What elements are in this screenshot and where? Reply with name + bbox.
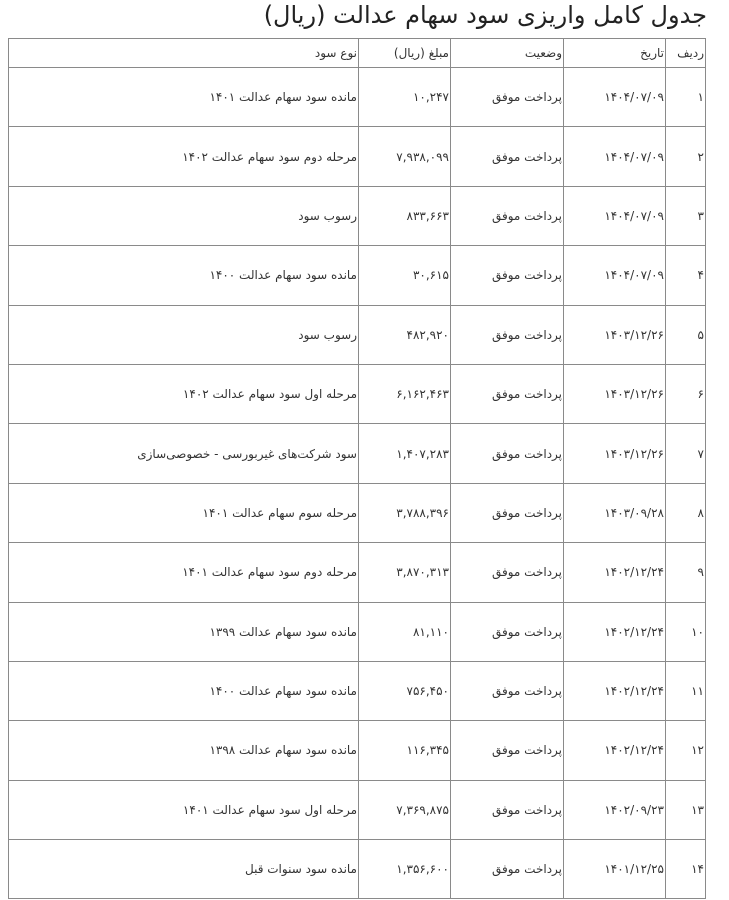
row-type: مانده سود سهام عدالت ۱۴۰۱ <box>9 68 359 127</box>
row-amount: ۳,۸۷۰,۳۱۳ <box>359 543 451 602</box>
row-type: مرحله اول سود سهام عدالت ۱۴۰۱ <box>9 780 359 839</box>
row-index: ۱۴ <box>666 840 706 899</box>
row-date: ۱۴۰۲/۱۲/۲۴ <box>564 543 666 602</box>
row-date: ۱۴۰۴/۰۷/۰۹ <box>564 127 666 186</box>
row-type: مرحله دوم سود سهام عدالت ۱۴۰۱ <box>9 543 359 602</box>
table-row <box>9 780 706 839</box>
row-date: ۱۴۰۴/۰۷/۰۹ <box>564 68 666 127</box>
row-amount: ۱,۳۵۶,۶۰۰ <box>359 840 451 899</box>
row-date: ۱۴۰۲/۱۲/۲۴ <box>564 721 666 780</box>
row-amount: ۷,۹۳۸,۰۹۹ <box>359 127 451 186</box>
table-row <box>9 305 706 364</box>
row-type: رسوب سود <box>9 186 359 245</box>
row-type: رسوب سود <box>9 305 359 364</box>
row-amount: ۱۰,۲۴۷ <box>359 68 451 127</box>
row-date: ۱۴۰۲/۱۲/۲۴ <box>564 661 666 720</box>
row-status: پرداخت موفق <box>451 840 564 899</box>
row-amount: ۸۳۳,۶۶۳ <box>359 186 451 245</box>
header-status: وضعیت <box>451 39 564 68</box>
row-index: ۹ <box>666 543 706 602</box>
row-date: ۱۴۰۳/۱۲/۲۶ <box>564 364 666 423</box>
table-row <box>9 721 706 780</box>
row-index: ۱۰ <box>666 602 706 661</box>
row-index: ۲ <box>666 127 706 186</box>
row-amount: ۶,۱۶۲,۴۶۳ <box>359 364 451 423</box>
row-type: مرحله اول سود سهام عدالت ۱۴۰۲ <box>9 364 359 423</box>
row-index: ۸ <box>666 483 706 542</box>
row-status: پرداخت موفق <box>451 780 564 839</box>
row-amount: ۱۱۶,۳۴۵ <box>359 721 451 780</box>
row-date: ۱۴۰۳/۱۲/۲۶ <box>564 424 666 483</box>
table-row <box>9 186 706 245</box>
table-row <box>9 424 706 483</box>
row-type: مرحله سوم سهام عدالت ۱۴۰۱ <box>9 483 359 542</box>
header-amount: مبلغ (ریال) <box>359 39 451 68</box>
header-index: ردیف <box>666 39 706 68</box>
row-status: پرداخت موفق <box>451 661 564 720</box>
row-date: ۱۴۰۳/۰۹/۲۸ <box>564 483 666 542</box>
row-amount: ۸۱,۱۱۰ <box>359 602 451 661</box>
row-status: پرداخت موفق <box>451 483 564 542</box>
row-status: پرداخت موفق <box>451 424 564 483</box>
row-amount: ۷۵۶,۴۵۰ <box>359 661 451 720</box>
row-status: پرداخت موفق <box>451 543 564 602</box>
table-row <box>9 364 706 423</box>
row-status: پرداخت موفق <box>451 127 564 186</box>
row-status: پرداخت موفق <box>451 721 564 780</box>
row-amount: ۷,۳۶۹,۸۷۵ <box>359 780 451 839</box>
row-amount: ۴۸۲,۹۲۰ <box>359 305 451 364</box>
row-status: پرداخت موفق <box>451 602 564 661</box>
row-type: مرحله دوم سود سهام عدالت ۱۴۰۲ <box>9 127 359 186</box>
row-amount: ۱,۴۰۷,۲۸۳ <box>359 424 451 483</box>
row-index: ۵ <box>666 305 706 364</box>
row-amount: ۳,۷۸۸,۳۹۶ <box>359 483 451 542</box>
row-type: مانده سود سهام عدالت ۱۴۰۰ <box>9 661 359 720</box>
row-type: سود شرکت‌های غیربورسی - خصوصی‌سازی <box>9 424 359 483</box>
row-status: پرداخت موفق <box>451 68 564 127</box>
row-index: ۶ <box>666 364 706 423</box>
row-status: پرداخت موفق <box>451 305 564 364</box>
row-index: ۱۲ <box>666 721 706 780</box>
row-type: مانده سود سنوات قبل <box>9 840 359 899</box>
row-date: ۱۴۰۴/۰۷/۰۹ <box>564 186 666 245</box>
table-body <box>9 68 706 899</box>
table-row <box>9 246 706 305</box>
table-row <box>9 840 706 899</box>
row-index: ۳ <box>666 186 706 245</box>
row-amount: ۳۰,۶۱۵ <box>359 246 451 305</box>
row-date: ۱۴۰۲/۱۲/۲۴ <box>564 602 666 661</box>
table-row <box>9 127 706 186</box>
table-row <box>9 483 706 542</box>
row-date: ۱۴۰۱/۱۲/۲۵ <box>564 840 666 899</box>
dividend-table <box>8 38 706 899</box>
header-date: تاریخ <box>564 39 666 68</box>
table-header-row <box>9 39 706 68</box>
table-row <box>9 543 706 602</box>
row-status: پرداخت موفق <box>451 364 564 423</box>
row-status: پرداخت موفق <box>451 186 564 245</box>
row-date: ۱۴۰۴/۰۷/۰۹ <box>564 246 666 305</box>
row-index: ۷ <box>666 424 706 483</box>
row-type: مانده سود سهام عدالت ۱۳۹۹ <box>9 602 359 661</box>
page-title: جدول کامل واریزی سود سهام عدالت (ریال) <box>263 1 707 29</box>
row-index: ۴ <box>666 246 706 305</box>
row-index: ۱۱ <box>666 661 706 720</box>
row-index: ۱ <box>666 68 706 127</box>
row-type: مانده سود سهام عدالت ۱۳۹۸ <box>9 721 359 780</box>
table-row <box>9 661 706 720</box>
row-type: مانده سود سهام عدالت ۱۴۰۰ <box>9 246 359 305</box>
header-type: نوع سود <box>9 39 359 68</box>
table-row <box>9 68 706 127</box>
row-index: ۱۳ <box>666 780 706 839</box>
row-date: ۱۴۰۳/۱۲/۲۶ <box>564 305 666 364</box>
table-row <box>9 602 706 661</box>
row-date: ۱۴۰۲/۰۹/۲۳ <box>564 780 666 839</box>
row-status: پرداخت موفق <box>451 246 564 305</box>
